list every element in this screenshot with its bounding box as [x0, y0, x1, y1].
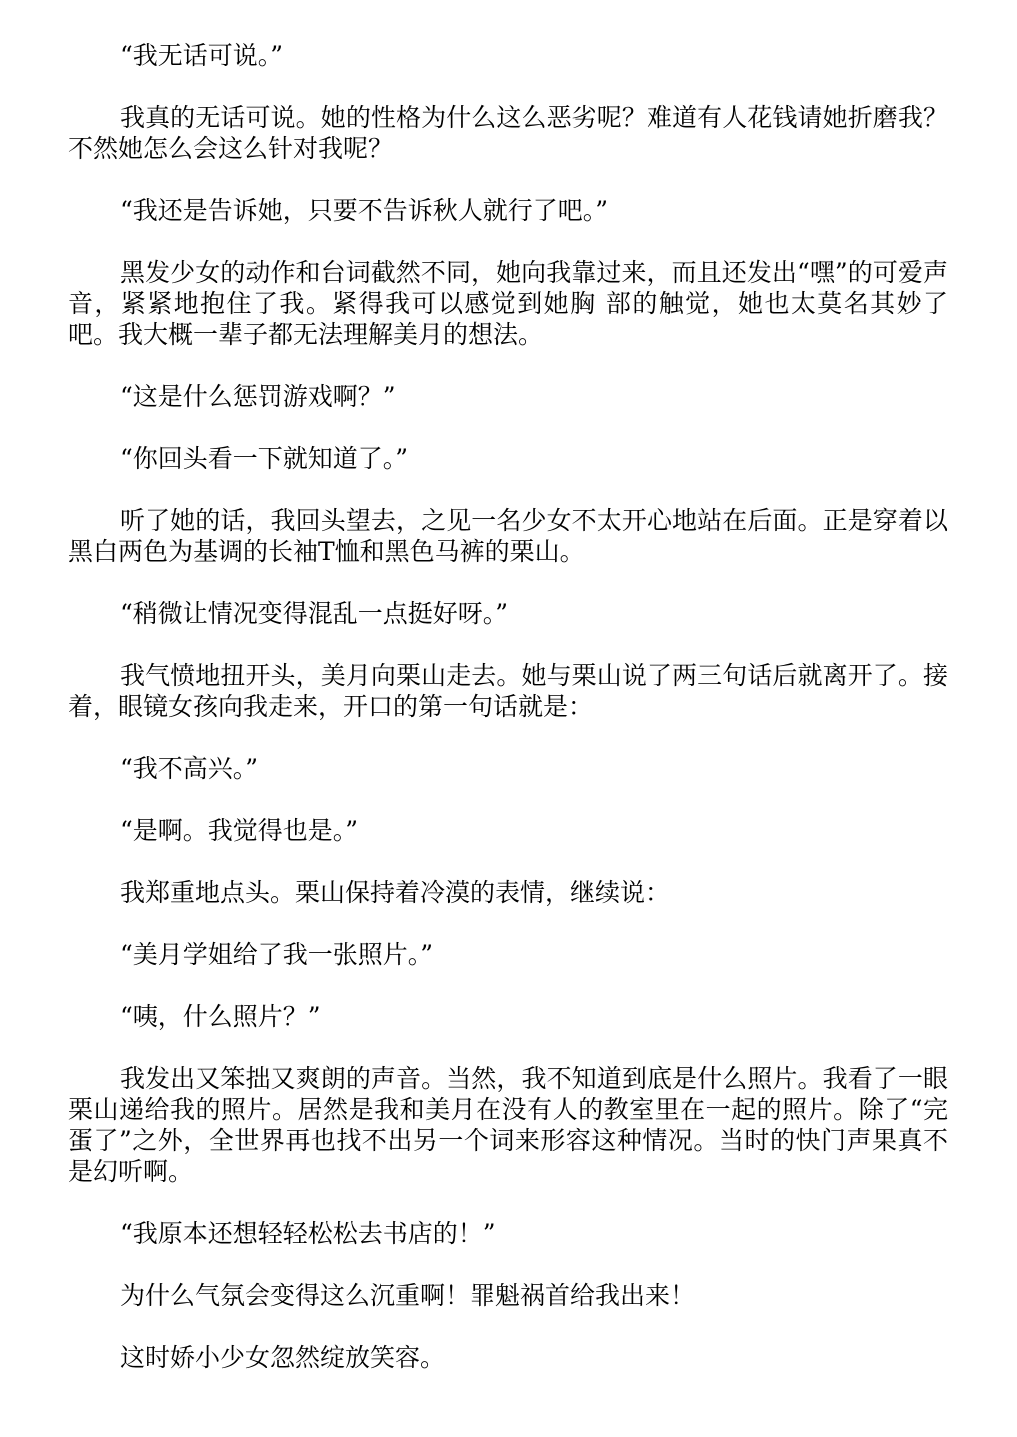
paragraph: 这时娇小少女忽然绽放笑容。 — [120, 1343, 446, 1372]
paragraph: 听了她的话，我回头望去，之见一名少女不太开心地站在后面。正是穿着以黑白两色为基调的长袖T恤和黑色马裤的栗山。 — [68, 506, 948, 566]
paragraph: “我原本还想轻轻松松去书店的！” — [120, 1219, 496, 1248]
paragraph: “美月学姐给了我一张照片。” — [120, 940, 434, 969]
paragraph: “这是什么惩罚游戏啊？” — [120, 382, 396, 411]
text-body — [68, 40, 948, 1373]
paragraph: 为什么气氛会变得这么沉重啊！罪魁祸首给我出来！ — [120, 1281, 696, 1310]
paragraph: “是啊。我觉得也是。” — [120, 816, 359, 845]
paragraph: 黑发少女的动作和台词截然不同，她向我靠过来，而且还发出“嘿”的可爱声音，紧紧地抱住了我。紧得我可以感觉到她胸 部的触觉，她也太莫名其妙了吧。我大概一辈子都无法理解美月的想法。 — [68, 258, 948, 349]
paragraph: “我还是告诉她，只要不告诉秋人就行了吧。” — [120, 196, 609, 225]
paragraph: “咦，什么照片？” — [120, 1002, 321, 1031]
paragraph: “稍微让情况变得混乱一点挺好呀。” — [120, 599, 509, 628]
paragraph: “你回头看一下就知道了。” — [120, 444, 409, 473]
paragraph: “我不高兴。” — [120, 754, 259, 783]
paragraph: 我真的无话可说。她的性格为什么这么恶劣呢？难道有人花钱请她折磨我？不然她怎么会这么针对我呢？ — [68, 103, 948, 163]
paragraph: 我郑重地点头。栗山保持着冷漠的表情，继续说： — [120, 878, 671, 907]
paragraph: 我发出又笨拙又爽朗的声音。当然，我不知道到底是什么照片。我看了一眼栗山递给我的照片。居然是我和美月在没有人的教室里在一起的照片。除了“完蛋了”之外，全世界再也找不出另一个词来形容这种情况。当时的快门声果真不是幻听啊。 — [68, 1064, 948, 1186]
paragraph: “我无话可说。” — [120, 41, 284, 70]
paragraph: 我气愤地扭开头，美月向栗山走去。她与栗山说了两三句话后就离开了。接着，眼镜女孩向我走来，开口的第一句话就是： — [68, 661, 948, 721]
